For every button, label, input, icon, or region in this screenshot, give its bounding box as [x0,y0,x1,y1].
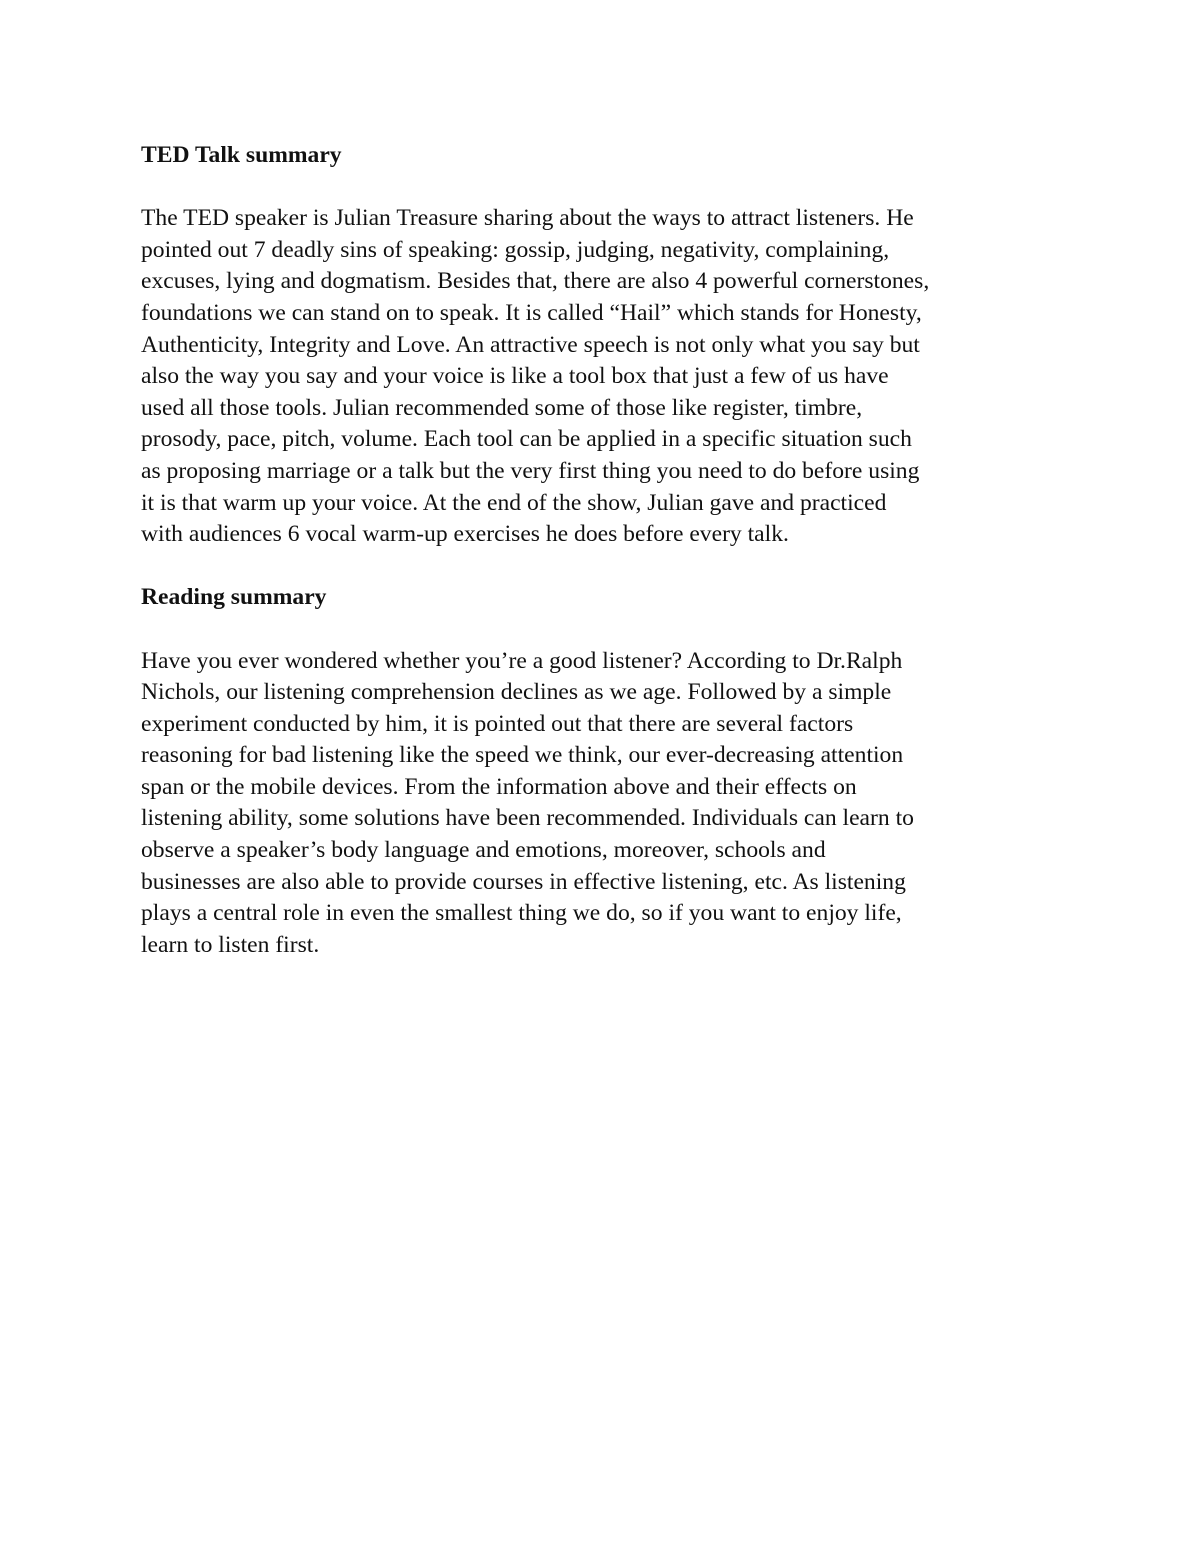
text-line: span or the mobile devices. From the information above and their effects on [141,773,857,800]
text-line: it is that warm up your voice. At the end of the show, Julian gave and practiced [141,489,887,516]
text-line: Nichols, our listening comprehension declines as we age. Followed by a simple [141,679,892,706]
text-line: also the way you say and your voice is like a tool box that just a few of us have [141,363,889,390]
paragraph-reading [141,646,1066,962]
blank-line [141,551,1066,583]
text-line: Have you ever wondered whether you’re a good listener? According to Dr.Ralph [141,647,903,674]
text-line: as proposing marriage or a talk but the very first thing you need to do before using [141,457,920,484]
text-line: excuses, lying and dogmatism. Besides that, there are also 4 powerful cornerstones, [141,268,930,295]
text-line: pointed out 7 deadly sins of speaking: gossip, judging, negativity, complaining, [141,236,890,263]
text-line: experiment conducted by him, it is pointed out that there are several factors [141,710,854,737]
text-line: foundations we can stand on to speak. It is called “Hail” which stands for Honesty, [141,299,922,326]
text-line: used all those tools. Julian recommended some of those like register, timbre, [141,394,863,421]
text-line: learn to listen first. [141,931,320,958]
section-heading-ted-talk: TED Talk summary [141,142,342,168]
paragraph-ted-talk [141,203,1066,551]
text-line: plays a central role in even the smallest thing we do, so if you want to enjoy life, [141,900,902,927]
text-line: Authenticity, Integrity and Love. An attractive speech is not only what you say but [141,331,920,358]
document-body [141,140,1066,961]
section-heading-reading: Reading summary [141,584,327,611]
text-line: reasoning for bad listening like the speed we think, our ever-decreasing attention [141,742,904,769]
blank-line [141,614,1066,646]
blank-line [141,172,1066,204]
text-line: prosody, pace, pitch, volume. Each tool can be applied in a specific situation such [141,426,912,453]
text-line: observe a speaker’s body language and emotions, moreover, schools and [141,837,826,864]
text-line: businesses are also able to provide courses in effective listening, etc. As listening [141,868,906,895]
text-line: The TED speaker is Julian Treasure sharing about the ways to attract listeners. He [141,205,914,232]
text-line: listening ability, some solutions have been recommended. Individuals can learn to [141,805,914,832]
text-line: with audiences 6 vocal warm-up exercises he does before every talk. [141,521,789,548]
